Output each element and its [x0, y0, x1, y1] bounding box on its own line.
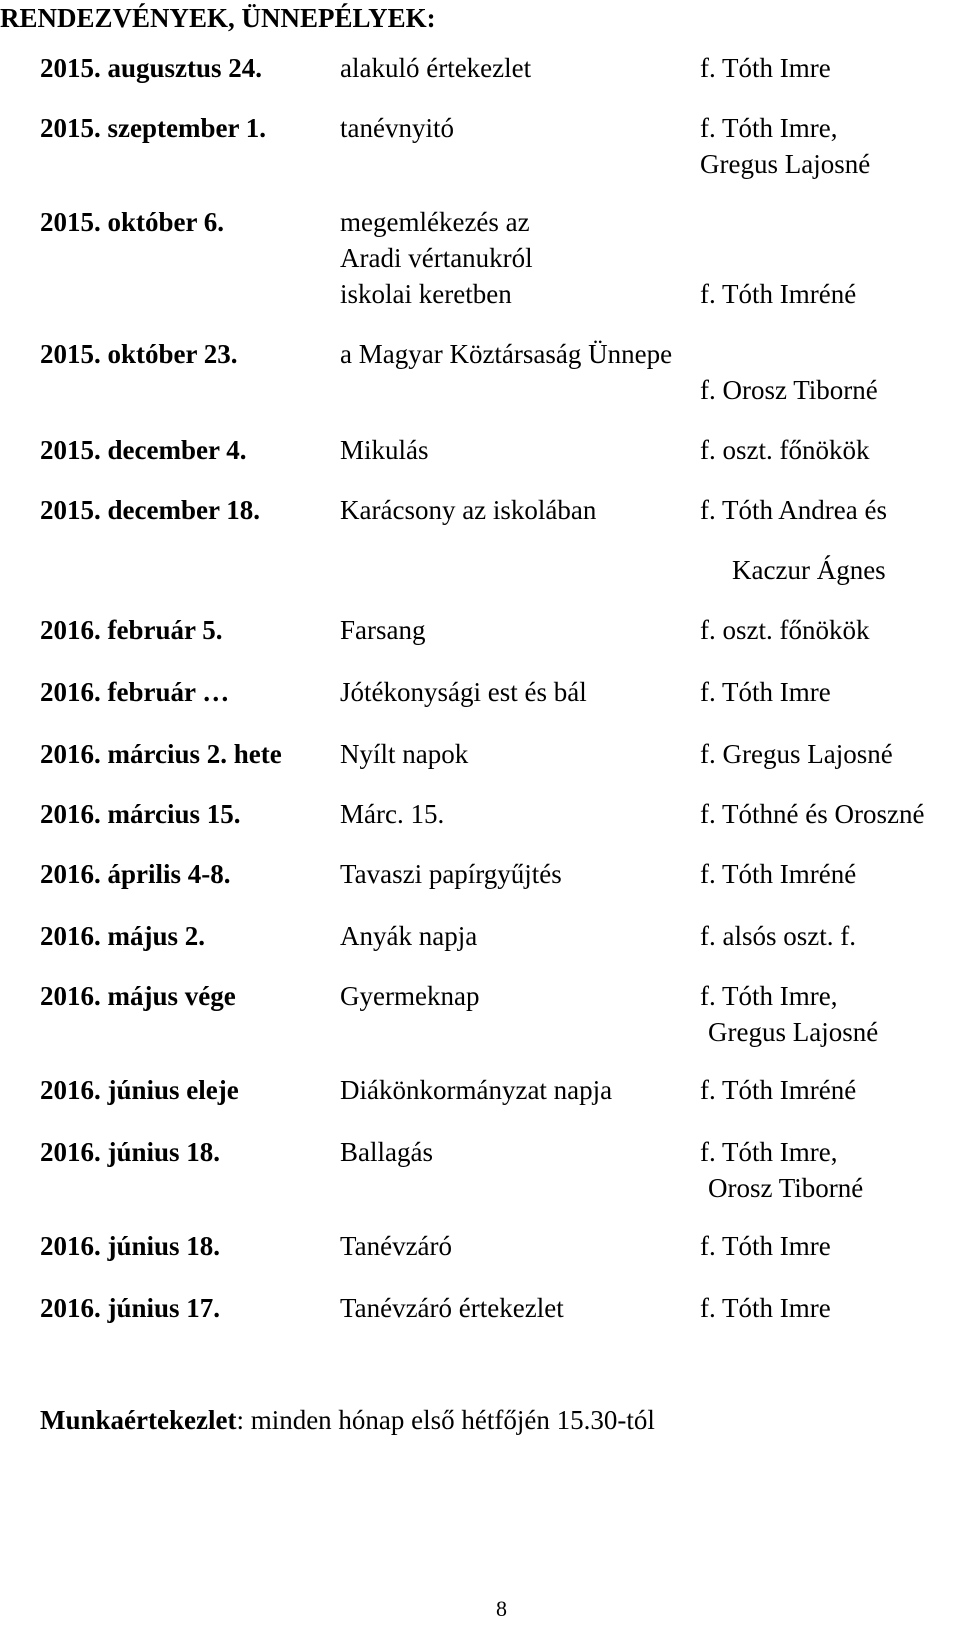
schedule-row-continuation	[0, 276, 960, 312]
event-date: 2015. október 23.	[40, 339, 238, 369]
schedule-row-continuation	[0, 1170, 960, 1206]
event-date: 2015. december 4.	[40, 435, 247, 465]
schedule-row	[0, 736, 960, 772]
schedule-row-continuation	[0, 240, 960, 276]
event-name: iskolai keretben	[340, 279, 512, 309]
event-responsible: f. oszt. főnökök	[700, 435, 870, 465]
event-responsible: f. Tóth Imre,	[700, 981, 838, 1011]
event-name: Tavaszi papírgyűjtés	[340, 859, 562, 889]
event-responsible: f. Tóth Imréné	[700, 859, 857, 889]
schedule-row	[0, 1228, 960, 1264]
event-responsible: f. alsós oszt. f.	[700, 921, 856, 951]
event-responsible: f. oszt. főnökök	[700, 615, 870, 645]
schedule-row	[0, 856, 960, 892]
event-date: 2015. augusztus 24.	[40, 53, 263, 83]
event-name: tanévnyitó	[340, 113, 454, 143]
event-name: Farsang	[340, 615, 426, 645]
event-responsible: Kaczur Ágnes	[732, 555, 886, 585]
schedule-row	[0, 432, 960, 468]
event-name: Márc. 15.	[340, 799, 445, 829]
event-date: 2016. március 15.	[40, 799, 241, 829]
event-date: 2015. október 6.	[40, 207, 225, 237]
event-date: 2016. március 2. hete	[40, 739, 282, 769]
event-responsible: f. Tóthné és Oroszné	[700, 799, 925, 829]
event-responsible: f. Tóth Imréné	[700, 279, 857, 309]
event-name: Gyermeknap	[340, 981, 480, 1011]
event-date: 2016. április 4-8.	[40, 859, 231, 889]
schedule-row	[0, 674, 960, 710]
event-date: 2016. május 2.	[40, 921, 206, 951]
event-name: Tanévzáró értekezlet	[340, 1293, 564, 1323]
schedule-row	[0, 1072, 960, 1108]
event-date: 2016. június 18.	[40, 1137, 221, 1167]
schedule-row	[0, 110, 960, 146]
section-heading: RENDEZVÉNYEK, ÜNNEPÉLYEK:	[0, 3, 436, 33]
event-responsible: Gregus Lajosné	[708, 1017, 879, 1047]
event-name: Aradi vértanukról	[340, 243, 533, 273]
event-responsible: f. Gregus Lajosné	[700, 739, 893, 769]
event-date: 2016. június 17.	[40, 1293, 221, 1323]
event-responsible: f. Tóth Imre,	[700, 113, 838, 143]
event-responsible: f. Tóth Imre	[700, 1293, 831, 1323]
event-date: 2016. június eleje	[40, 1075, 239, 1105]
event-date: 2016. február …	[40, 677, 230, 707]
event-responsible: Gregus Lajosné	[700, 149, 871, 179]
schedule-row	[0, 1290, 960, 1326]
schedule-row-continuation	[0, 552, 960, 588]
event-name: Diákönkormányzat napja	[340, 1075, 613, 1105]
event-date: 2015. szeptember 1.	[40, 113, 266, 143]
event-name: Jótékonysági est és bál	[340, 677, 587, 707]
schedule-row	[0, 1134, 960, 1170]
schedule-row	[0, 796, 960, 832]
event-responsible: f. Orosz Tiborné	[700, 375, 878, 405]
schedule-row	[0, 492, 960, 528]
event-name: Karácsony az iskolában	[340, 495, 597, 525]
event-date: 2016. június 18.	[40, 1231, 221, 1261]
event-date: 2016. május vége	[40, 981, 236, 1011]
staff-meeting-label: Munkaértekezlet	[40, 1405, 237, 1435]
schedule-row	[0, 612, 960, 648]
event-responsible: Orosz Tiborné	[708, 1173, 864, 1203]
page-number: 8	[496, 1596, 507, 1621]
event-name: Nyílt napok	[340, 739, 469, 769]
event-name: Anyák napja	[340, 921, 478, 951]
event-responsible: f. Tóth Imre	[700, 53, 831, 83]
schedule-row-continuation	[0, 372, 960, 408]
event-name: alakuló értekezlet	[340, 53, 532, 83]
event-responsible: f. Tóth Imre,	[700, 1137, 838, 1167]
event-responsible: f. Tóth Imre	[700, 1231, 831, 1261]
event-date: 2015. december 18.	[40, 495, 260, 525]
schedule-row-continuation	[0, 146, 960, 182]
schedule-row-continuation	[0, 1014, 960, 1050]
schedule-row	[0, 336, 960, 372]
schedule-row	[0, 50, 960, 86]
event-name: Mikulás	[340, 435, 429, 465]
event-name: Tanévzáró	[340, 1231, 453, 1261]
event-date: 2016. február 5.	[40, 615, 223, 645]
event-responsible: f. Tóth Andrea és	[700, 495, 887, 525]
staff-meeting-note	[40, 1402, 655, 1438]
event-name: megemlékezés az	[340, 207, 530, 237]
staff-meeting-text: : minden hónap első hétfőjén 15.30-tól	[236, 1405, 655, 1435]
event-name: Ballagás	[340, 1137, 433, 1167]
schedule-row	[0, 204, 960, 240]
event-name: a Magyar Köztársaság Ünnepe	[340, 339, 673, 369]
schedule-row	[0, 918, 960, 954]
schedule-row	[0, 978, 960, 1014]
event-responsible: f. Tóth Imréné	[700, 1075, 857, 1105]
event-responsible: f. Tóth Imre	[700, 677, 831, 707]
